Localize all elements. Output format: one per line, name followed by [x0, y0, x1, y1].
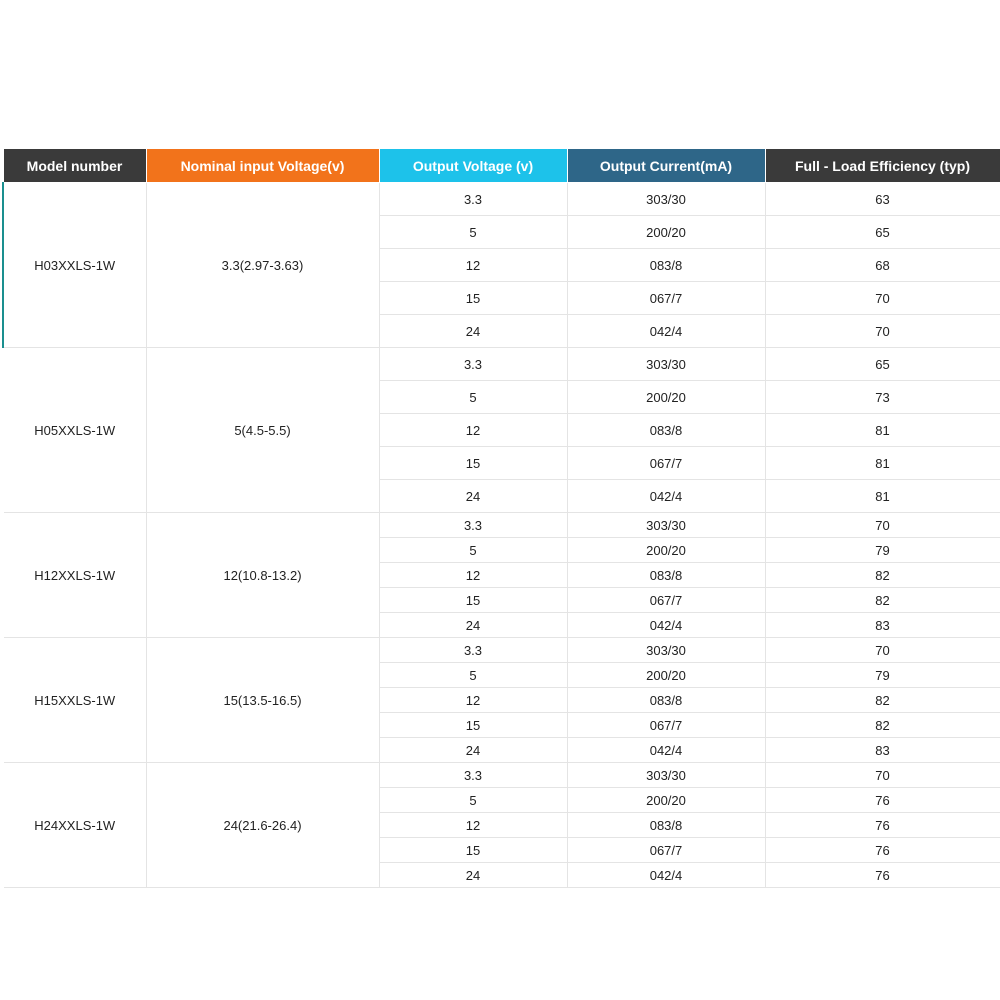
input-voltage-cell: 24(21.6-26.4)	[146, 763, 379, 888]
output-current-cell: 083/8	[567, 249, 765, 282]
input-voltage-cell: 12(10.8-13.2)	[146, 513, 379, 638]
efficiency-cell: 65	[765, 348, 1000, 381]
output-current-cell: 303/30	[567, 513, 765, 538]
output-current-cell: 042/4	[567, 863, 765, 888]
output-current-cell: 200/20	[567, 663, 765, 688]
efficiency-cell: 82	[765, 588, 1000, 613]
input-voltage-cell: 15(13.5-16.5)	[146, 638, 379, 763]
table-row	[3, 638, 1000, 663]
table-row	[3, 183, 1000, 216]
table-body	[3, 183, 1000, 888]
output-voltage-cell: 3.3	[379, 183, 567, 216]
output-current-cell: 303/30	[567, 763, 765, 788]
output-voltage-cell: 5	[379, 663, 567, 688]
output-current-cell: 083/8	[567, 414, 765, 447]
output-current-cell: 042/4	[567, 738, 765, 763]
output-voltage-cell: 5	[379, 788, 567, 813]
model-number-cell: H12XXLS-1W	[3, 513, 146, 638]
table-row	[3, 513, 1000, 538]
efficiency-cell: 76	[765, 863, 1000, 888]
efficiency-cell: 70	[765, 763, 1000, 788]
output-voltage-cell: 5	[379, 216, 567, 249]
spec-table	[2, 148, 1000, 888]
efficiency-cell: 73	[765, 381, 1000, 414]
efficiency-cell: 70	[765, 315, 1000, 348]
output-voltage-cell: 3.3	[379, 513, 567, 538]
output-current-cell: 200/20	[567, 216, 765, 249]
header-row	[3, 149, 1000, 183]
table-row	[3, 348, 1000, 381]
output-current-cell: 303/30	[567, 638, 765, 663]
efficiency-cell: 76	[765, 813, 1000, 838]
efficiency-cell: 76	[765, 838, 1000, 863]
output-voltage-cell: 24	[379, 480, 567, 513]
efficiency-cell: 82	[765, 563, 1000, 588]
header-output-voltage: Output Voltage (v)	[379, 149, 567, 183]
header-output-current: Output Current(mA)	[567, 149, 765, 183]
input-voltage-cell: 5(4.5-5.5)	[146, 348, 379, 513]
efficiency-cell: 81	[765, 414, 1000, 447]
output-current-cell: 067/7	[567, 838, 765, 863]
header-nominal-input-voltage: Nominal input Voltage(v)	[146, 149, 379, 183]
efficiency-cell: 83	[765, 738, 1000, 763]
output-voltage-cell: 15	[379, 713, 567, 738]
output-current-cell: 200/20	[567, 538, 765, 563]
output-voltage-cell: 12	[379, 414, 567, 447]
efficiency-cell: 82	[765, 688, 1000, 713]
input-voltage-cell: 3.3(2.97-3.63)	[146, 183, 379, 348]
model-number-cell: H24XXLS-1W	[3, 763, 146, 888]
output-voltage-cell: 24	[379, 613, 567, 638]
output-voltage-cell: 15	[379, 838, 567, 863]
output-current-cell: 200/20	[567, 788, 765, 813]
efficiency-cell: 63	[765, 183, 1000, 216]
output-voltage-cell: 24	[379, 738, 567, 763]
output-current-cell: 042/4	[567, 480, 765, 513]
efficiency-cell: 83	[765, 613, 1000, 638]
output-voltage-cell: 3.3	[379, 763, 567, 788]
output-voltage-cell: 3.3	[379, 348, 567, 381]
efficiency-cell: 70	[765, 282, 1000, 315]
efficiency-cell: 68	[765, 249, 1000, 282]
output-voltage-cell: 15	[379, 282, 567, 315]
header-model-number: Model number	[3, 149, 146, 183]
output-voltage-cell: 5	[379, 538, 567, 563]
efficiency-cell: 70	[765, 513, 1000, 538]
efficiency-cell: 81	[765, 447, 1000, 480]
output-current-cell: 083/8	[567, 813, 765, 838]
output-current-cell: 200/20	[567, 381, 765, 414]
efficiency-cell: 70	[765, 638, 1000, 663]
efficiency-cell: 79	[765, 663, 1000, 688]
table-header	[3, 149, 1000, 183]
output-voltage-cell: 24	[379, 315, 567, 348]
efficiency-cell: 82	[765, 713, 1000, 738]
table-row	[3, 763, 1000, 788]
output-current-cell: 067/7	[567, 447, 765, 480]
output-current-cell: 083/8	[567, 563, 765, 588]
output-current-cell: 303/30	[567, 348, 765, 381]
output-current-cell: 083/8	[567, 688, 765, 713]
output-current-cell: 067/7	[567, 588, 765, 613]
output-voltage-cell: 24	[379, 863, 567, 888]
efficiency-cell: 65	[765, 216, 1000, 249]
output-voltage-cell: 3.3	[379, 638, 567, 663]
model-number-cell: H03XXLS-1W	[3, 183, 146, 348]
output-current-cell: 067/7	[567, 282, 765, 315]
efficiency-cell: 81	[765, 480, 1000, 513]
output-voltage-cell: 12	[379, 813, 567, 838]
output-voltage-cell: 15	[379, 447, 567, 480]
output-voltage-cell: 12	[379, 563, 567, 588]
model-number-cell: H05XXLS-1W	[3, 348, 146, 513]
output-voltage-cell: 12	[379, 688, 567, 713]
output-current-cell: 042/4	[567, 315, 765, 348]
output-voltage-cell: 5	[379, 381, 567, 414]
header-full-load-efficiency: Full - Load Efficiency (typ)	[765, 149, 1000, 183]
output-current-cell: 067/7	[567, 713, 765, 738]
output-voltage-cell: 15	[379, 588, 567, 613]
output-current-cell: 303/30	[567, 183, 765, 216]
output-current-cell: 042/4	[567, 613, 765, 638]
efficiency-cell: 76	[765, 788, 1000, 813]
efficiency-cell: 79	[765, 538, 1000, 563]
output-voltage-cell: 12	[379, 249, 567, 282]
model-number-cell: H15XXLS-1W	[3, 638, 146, 763]
